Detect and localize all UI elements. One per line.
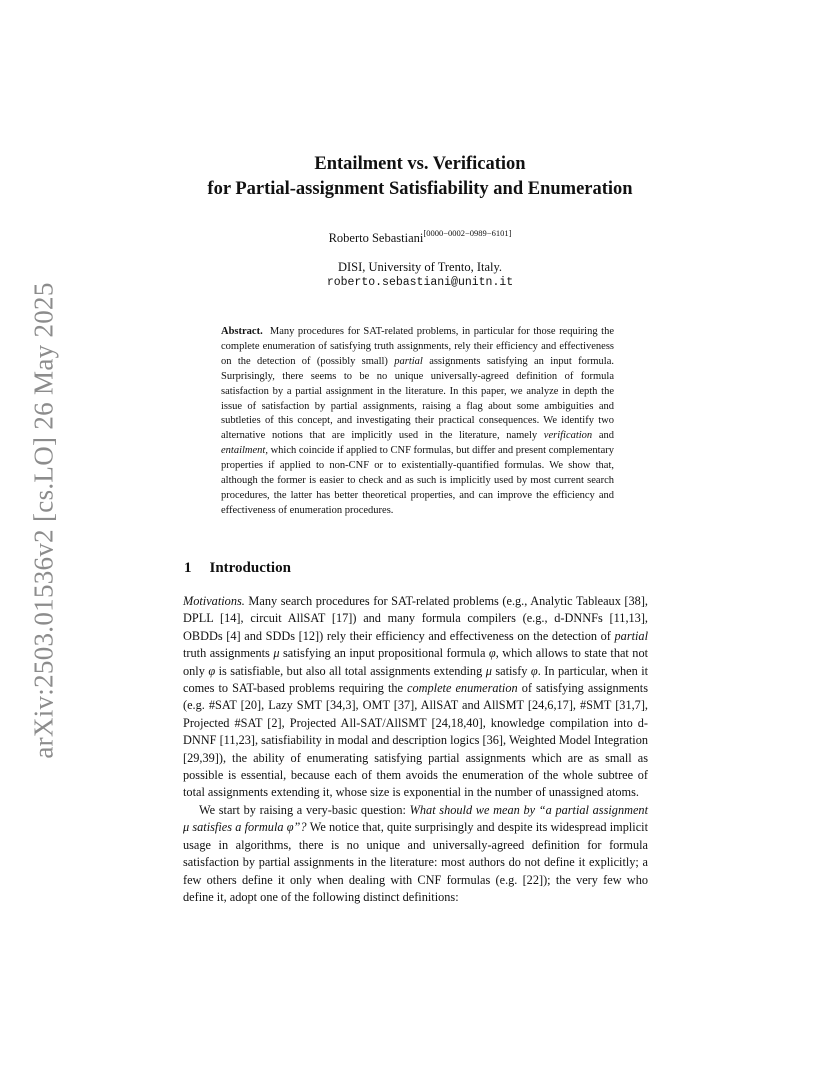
abstract-em-entailment: entailment	[221, 445, 266, 457]
p1-text-e: is satisfiable, but also all total assignments extending	[218, 663, 483, 678]
author-email[interactable]: roberto.sebastiani@unitn.it	[326, 276, 514, 289]
title-line-2: for Partial-assignment Satisfiability and Enumeration	[207, 179, 633, 199]
p1-em-complete-enumeration: complete enumeration	[407, 681, 518, 696]
abstract-em-partial: partial	[394, 355, 423, 367]
arxiv-id-text: arXiv:2503.01536v2 [cs.LO] 26 May 2025	[28, 281, 59, 759]
p1-text-f: satisfy	[495, 663, 528, 678]
abstract-label: Abstract.	[221, 326, 263, 337]
p2-question: What should we mean by “a partial assignment μ satisfies a formula φ”?	[183, 802, 648, 835]
paragraph-motivations	[183, 593, 648, 802]
title-line-1: Entailment vs. Verification	[314, 154, 526, 174]
p1-phi-2: φ	[208, 663, 216, 678]
abstract-em-verification: verification	[543, 430, 593, 442]
abstract	[221, 325, 614, 519]
abstract-text-1: Many procedures for SAT-related problems, in particular for those requiring the complete enumeration of satisfying truth assignments, rely their efficiency and effectiveness on the detection of (possibly small)	[221, 326, 615, 367]
p1-phi-3: φ	[530, 663, 538, 678]
p1-text-g: . In particular, when it comes to SAT-based problems requiring the	[183, 663, 649, 696]
abstract-text-4: , which coincide if applied to CNF formulas, but differ and present complementary properties if applied to non-CNF or to existentially-quantified formulas. We show that, although the former is easier to check and as such is implicitly used by most current search procedures, the latter has better theoretical properties, and can improve the efficiency and effectiveness of enumeration procedures.	[221, 445, 614, 516]
paragraph-question	[183, 802, 648, 906]
section-number: 1	[184, 560, 192, 576]
p1-text-b: truth assignments	[183, 646, 270, 661]
p1-mu-2: μ	[485, 663, 492, 678]
abstract-text-3: and	[598, 430, 615, 442]
p1-phi-1: φ	[488, 646, 496, 661]
author-orcid: [0000−0002−0989−6101]	[423, 228, 512, 238]
motivations-lead: Motivations.	[183, 594, 245, 608]
p1-text-h: of satisfying assignments (e.g. #SAT [20], Lazy SMT [34,3], OMT [37], AllSAT and AllSMT [24,6,17], #SMT [31,7], Projected #SAT [2], Projected All-SAT/AllSMT [24,18,40], knowledge compilation into d-DNNF [11,23], satisfiability in modal and description logics [36], Weighted Model Integration [29,39]), the ability of enumerating satisfying partial assignments which are as small as possible is essential, because each of them avoids the enumeration of the whole subtree of total assignments extending it, whose size is exponential in the number of unassigned atoms.	[183, 681, 648, 800]
p1-mu-1: μ	[273, 646, 280, 661]
section-title: Introduction	[209, 560, 291, 576]
p1-text-c: satisfying an input propositional formula	[282, 646, 486, 661]
abstract-text-2: assignments satisfying an input formula. Surprisingly, there seems to be no unique universally-agreed definition of formula satisfaction by a partial assignment in the literature. In this paper, we analyze in depth the issue of satisfaction by partial assignments, raising a flag about some ambiguities and subtleties of this concept, and investigating their practical consequences. We identify two alternative notions that are implicitly used in the literature, namely	[221, 355, 615, 442]
author-name: Roberto Sebastiani	[328, 231, 424, 245]
arxiv-identifier	[20, 280, 68, 760]
p2-text-a: We start by raising a very-basic question:	[199, 802, 406, 817]
section-heading	[184, 560, 291, 577]
introduction-body	[183, 593, 648, 906]
affiliation-block	[120, 259, 720, 291]
p1-text-a: Many search procedures for SAT-related problems (e.g., Analytic Tableaux [38], DPLL [14], circuit AllSAT [17]) and many formula compilers (e.g., d-DNNFs [11,13], OBDDs [4] and SDDs [12]) rely their efficiency and effectiveness on the detection of	[183, 594, 648, 643]
affiliation: DISI, University of Trento, Italy.	[337, 260, 503, 274]
p2-text-b: We notice that, quite surprisingly and despite its widespread implicit usage in algorithms, there is no unique and universally-agreed definition for formula satisfaction by partial assignments in the literature: most authors do not define it explicitly; a few others define it only when dealing with CNF formulas (e.g. [22]); the very few who define it, adopt one of the following distinct definitions:	[183, 820, 649, 904]
paper-title	[120, 152, 720, 202]
p1-em-partial: partial	[614, 628, 648, 643]
p1-text-d: , which allows to state that not only	[183, 646, 649, 678]
author-line	[120, 228, 720, 246]
